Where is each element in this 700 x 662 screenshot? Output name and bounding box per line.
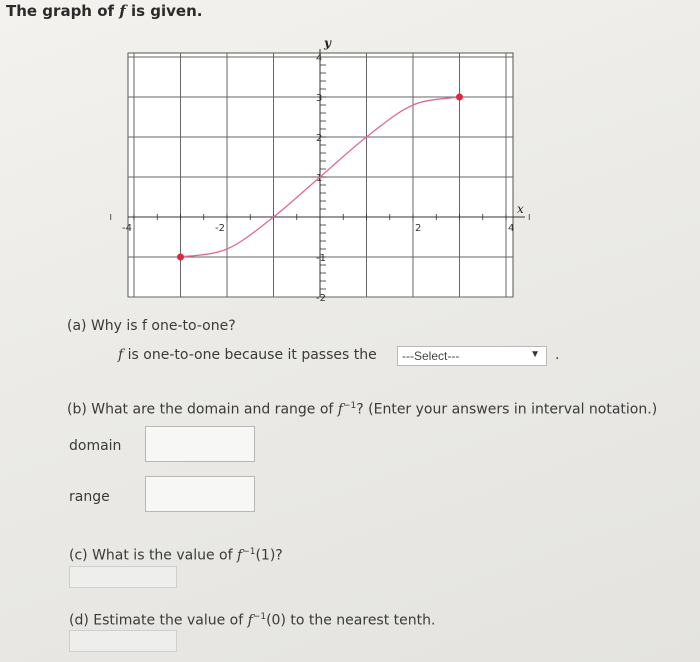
y-tick-label: 2 [316, 133, 323, 144]
graph-figure [110, 35, 530, 305]
y-tick-label: 4 [316, 53, 323, 64]
endpoint-dot [456, 94, 463, 101]
question-b-sup: −1 [342, 401, 357, 411]
x-tick-label: 2 [415, 223, 422, 234]
x-axis-label: x [517, 202, 524, 216]
range-input[interactable] [145, 476, 255, 512]
y-tick-label: 3 [316, 93, 323, 104]
y-tick-label: -1 [316, 253, 326, 264]
title-suffix: is given. [125, 2, 203, 20]
question-a [67, 318, 236, 334]
range-label: range [69, 489, 110, 505]
question-d-func: f [247, 612, 253, 629]
y-tick-label: -2 [316, 293, 326, 304]
question-b-suffix: ? (Enter your answers in interval notation.) [356, 401, 658, 418]
domain-input[interactable] [145, 426, 255, 462]
question-d-sup: −1 [252, 612, 267, 622]
test-select-dropdown[interactable] [397, 346, 547, 366]
x-tick-label: 4 [508, 223, 515, 234]
title-var: f [119, 2, 126, 20]
question-d [69, 612, 435, 629]
question-c [69, 547, 283, 564]
answer-d-input[interactable] [69, 630, 177, 652]
question-a-text: (a) Why is f one-to-one? [67, 318, 236, 334]
answer-a-line [118, 347, 377, 363]
page-title [6, 2, 202, 20]
question-c-func: f [237, 547, 243, 564]
question-c-arg: (1)? [255, 547, 283, 564]
question-d-arg: (0) [266, 612, 286, 629]
answer-a-var: f [118, 347, 124, 363]
title-prefix: The graph of [6, 2, 120, 20]
answer-c-input[interactable] [69, 566, 177, 588]
question-c-prefix: (c) What is the value of [69, 547, 237, 564]
y-axis-label: y [324, 36, 331, 50]
endpoint-dot [177, 254, 184, 261]
chevron-down-icon[interactable]: ▼ [530, 349, 540, 360]
question-b [67, 401, 657, 418]
select-value: ---Select--- [402, 349, 460, 363]
answer-a-period: . [555, 347, 560, 363]
y-tick-label: 1 [316, 173, 323, 184]
question-b-prefix: (b) What are the domain and range of [67, 401, 338, 418]
x-tick-label: -2 [215, 223, 225, 234]
question-c-sup: −1 [242, 547, 256, 557]
domain-label: domain [69, 438, 122, 454]
x-tick-label: -4 [122, 223, 132, 234]
question-d-suffix: to the nearest tenth. [285, 612, 436, 629]
answer-a-text: is one-to-one because it passes the [123, 347, 377, 363]
question-b-func: f [337, 401, 343, 418]
question-d-prefix: (d) Estimate the value of [69, 612, 248, 629]
